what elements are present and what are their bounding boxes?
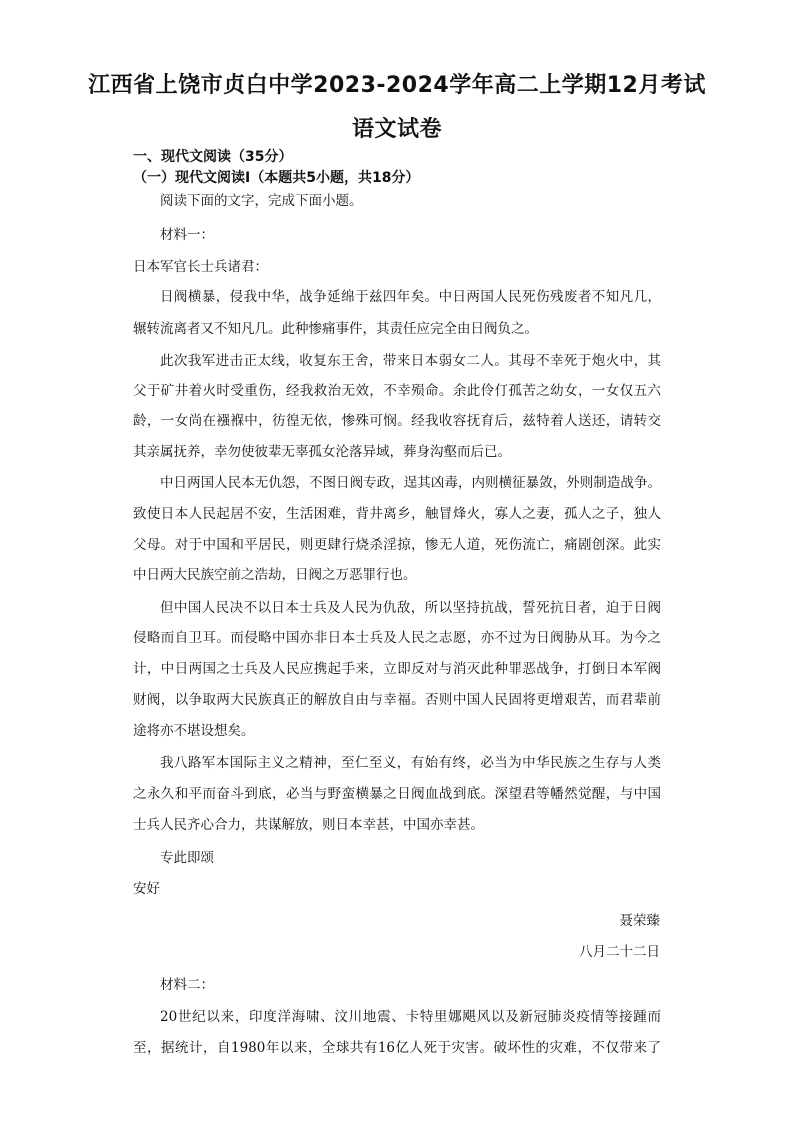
paragraph-line: 之永久和平而奋斗到底，必当与野蛮横暴之日阀血战到底。深望君等幡然觉醒，与中国 <box>133 786 661 802</box>
paragraph-line: 日阀横暴，侵我中华，战争延绵于兹四年矣。中日两国人民死伤残废者不知凡几， <box>160 289 661 305</box>
paragraph-line: 我八路军本国际主义之精神，至仁至义，有始有终，必当为中华民族之生存与人类 <box>160 755 661 771</box>
paragraph-line: 财阀，以争取两大民族真正的解放自由与幸福。否则中国人民固将更增艰苦，而君辈前 <box>133 692 661 708</box>
date: 八月二十二日 <box>579 944 660 960</box>
paragraph-line: 侵略而自卫耳。而侵略中国亦非日本士兵及人民之志愿，亦不过为日阀胁从耳。为今之 <box>133 630 661 646</box>
paragraph-line: 途将亦不堪设想矣。 <box>133 723 255 739</box>
paragraph-line: 辗转流离者又不知凡几。此种惨痛事件，其责任应完全由日阀负之。 <box>133 321 538 337</box>
paragraph-line: 父于矿井着火时受重伤，经我救治无效，不幸殒命。余此伶仃孤苦之幼女，一女仅五六 <box>133 383 661 399</box>
paragraph-line: 其亲属抚养，幸勿使彼辈无辜孤女沦落异域，葬身沟壑而后已。 <box>133 444 511 460</box>
paragraph-line: 中日两国人民本无仇怨，不图日阀专政，逞其凶毒，内则横征暴敛，外则制造战争。 <box>160 475 661 491</box>
section-heading: 一、现代文阅读（35分） <box>133 149 293 165</box>
closing-text: 安好 <box>133 881 160 897</box>
paragraph-line: 致使日本人民起居不安，生活困难，背井离乡，触冒烽火，寡人之妻，孤人之子，独人 <box>133 506 661 522</box>
paragraph-line: 20世纪以来，印度洋海啸、汶川地震、卡特里娜飓风以及新冠肺炎疫情等接踵而 <box>160 1009 661 1025</box>
paragraph-line: 计，中日两国之士兵及人民应携起手来，立即反对与消灭此种罪恶战争，打倒日本军阀 <box>133 661 661 677</box>
paragraph-line: 但中国人民决不以日本士兵及人民为仇敌，所以坚持抗战，誓死抗日者，迫于日阀 <box>160 600 661 616</box>
salutation: 日本军官长士兵诸君： <box>133 259 268 275</box>
paragraph-line: 此次我军进击正太线，收复东王舍，带来日本弱女二人。其母不幸死于炮火中，其 <box>160 353 661 369</box>
material2-label: 材料二： <box>160 977 214 993</box>
signature: 聂荣臻 <box>619 913 660 929</box>
paragraph-line: 父母。对于中国和平居民，则更肆行烧杀淫掠，惨无人道，死伤流亡，痛剧创深。此实 <box>133 537 661 553</box>
closing-text: 专此即颂 <box>160 850 214 866</box>
material1-label: 材料一： <box>160 227 214 243</box>
paragraph-line: 中日两大民族空前之浩劫，日阀之万恶罪行也。 <box>133 567 417 583</box>
exam-title: 江西省上饶市贞白中学2023-2024学年高二上学期12月考试 <box>88 73 706 98</box>
instruction-text: 阅读下面的文字，完成下面小题。 <box>160 193 363 209</box>
paragraph-line: 士兵人民齐心合力，共谋解放，则日本幸甚，中国亦幸甚。 <box>133 817 484 833</box>
paragraph-line: 至，据统计，自1980年以来，全球共有16亿人死于灾害。破坏性的灾难，不仅带来了 <box>133 1040 661 1056</box>
exam-subtitle: 语文试卷 <box>351 117 442 142</box>
sub-heading: （一）现代文阅读Ⅰ（本题共5小题，共18分） <box>133 170 420 186</box>
paragraph-line: 龄，一女尚在襁褓中，彷徨无依，惨殊可悯。经我收容抚育后，兹特着人送还，请转交 <box>133 413 661 429</box>
